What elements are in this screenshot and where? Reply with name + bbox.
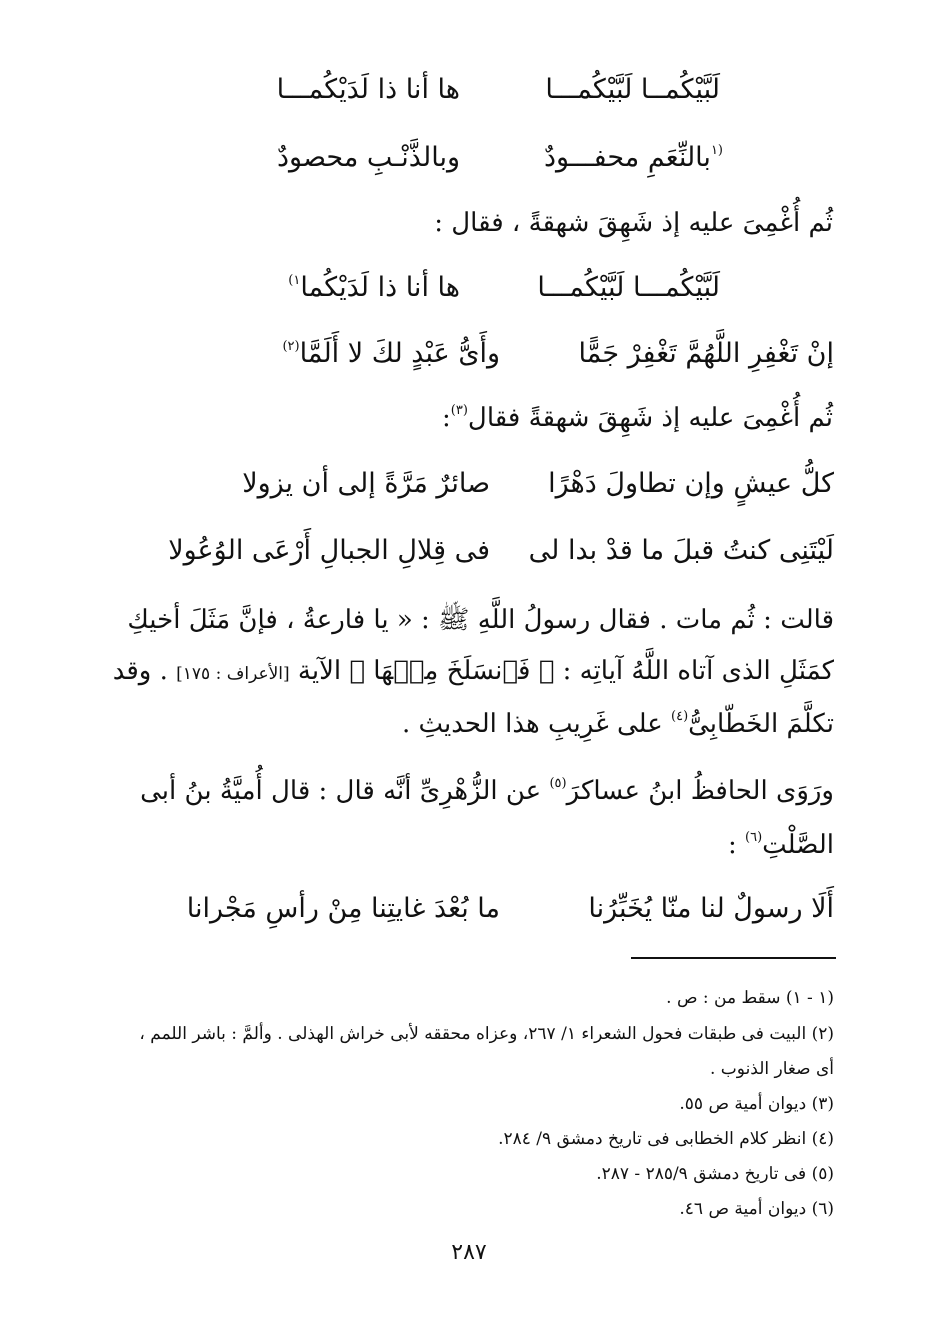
footnote-separator xyxy=(631,957,836,959)
verse3-second-text: ها أنا ذا لَدَيْكُما xyxy=(300,272,460,303)
footnote-6: (٦) ديوان أمية ص ٤٦. xyxy=(679,1199,834,1219)
prose-text: . وقد xyxy=(112,656,168,686)
footnote-2: (٢) البيت فى طبقات فحول الشعراء ١/ ٢٦٧، وعزاه محققه لأبى خراش الهذلى . وألمَّ : باشر اللمم ، xyxy=(139,1024,834,1044)
verse2-first-text: بالنِّعَمِ محفـــودٌ xyxy=(543,142,711,173)
verse1-first-hemistich: لَبَّيْكُمــا لَبَّيْكُمـــا xyxy=(545,74,720,105)
footnote-3: (٣) ديوان أمية ص ٥٥. xyxy=(679,1094,834,1114)
footnote-marker: (٤) xyxy=(671,709,689,724)
footnote-marker: (٦) xyxy=(745,830,763,845)
footnote-1: (١ - ١) سقط من : ص . xyxy=(666,988,834,1008)
verse7-second-hemistich: ما بُعْدَ غايتِنا مِنْ رأسِ مَجْرانا xyxy=(186,893,500,924)
prose-text: ثُم أُغْمِىَ عليه إذ شَهِقَ شهقةً فقال xyxy=(467,403,833,433)
prose-text: كمَثَلِ الذى آتاه اللَّهُ آياتِه : ﴿ فَٱنسَلَخَ مِنۡهَا ﴾ الآية xyxy=(297,656,834,686)
prose-line xyxy=(113,656,834,686)
verse5-second-hemistich: صائرٌ مَرَّةً إلى أن يزولا xyxy=(242,468,490,499)
footnote-marker: (٥) xyxy=(549,776,567,791)
footnote-marker: (٣) xyxy=(450,403,468,418)
footnote-marker: (١ xyxy=(710,143,723,158)
prose-text: الصَّلْتِ xyxy=(762,830,834,860)
verse6-first-hemistich: لَيْتَنِى كنتُ قبلَ ما قدْ بدا لى xyxy=(528,535,834,566)
prose-line xyxy=(728,830,834,860)
prose-text: تكلَّمَ الخَطّابِىُّ xyxy=(688,709,834,739)
verse4-first-hemistich: إنْ تَغْفِرِ اللَّهُمَّ تَغْفِرْ جَمًّا xyxy=(578,338,834,369)
prose-line: ثُم أُغْمِىَ عليه إذ شَهِقَ شهقةً ، فقال : xyxy=(434,208,833,238)
footnote-2-continued: أى صغار الذنوب . xyxy=(709,1059,834,1079)
footnote-4: (٤) انظر كلام الخطابى فى تاريخ دمشق ٩/ ٢٨٤. xyxy=(498,1129,834,1149)
verse4-second-text: وأَىُّ عَبْدٍ لكَ لا أَلَمَّا xyxy=(299,338,500,369)
prose-colon: : xyxy=(442,403,451,433)
verse2-first-hemistich xyxy=(544,142,723,173)
prose-text: : xyxy=(727,830,737,860)
verse7-first-hemistich: أَلَا رسولٌ لنا منّا يُخَبِّرُنا xyxy=(588,893,834,924)
verse1-second-hemistich: ها أنا ذا لَدَيْكُمـــا xyxy=(276,74,460,105)
footnote-5: (٥) فى تاريخ دمشق ٢٨٥/٩ - ٢٨٧. xyxy=(596,1164,834,1184)
verse5-first-hemistich: كلُّ عيشٍ وإن تطاولَ دَهْرًا xyxy=(548,468,834,499)
verse4-second-hemistich xyxy=(282,338,500,369)
prose-line: قالت : ثُم مات . فقال رسولُ اللَّهِ ﷺ : « يا فارعةُ ، فإنَّ مَثَلَ أخيكِ xyxy=(127,605,834,635)
footnote-marker: ١) xyxy=(288,273,301,288)
prose-text: عن الزُّهْرِىِّ أنَّه قال : قال أُميَّةُ بنُ أبى xyxy=(140,776,542,806)
verse3-first-hemistich: لَبَّيْكُمـــا لَبَّيْكُمـــا xyxy=(537,272,720,303)
prose-line xyxy=(442,403,833,433)
footnote-marker: (٢) xyxy=(282,339,300,354)
prose-text: ورَوَى الحافظُ ابنُ عساكرَ xyxy=(566,776,834,806)
prose-line xyxy=(402,709,834,739)
verse3-second-hemistich xyxy=(288,272,460,303)
prose-text: على غَرِيبِ هذا الحديثِ . xyxy=(401,709,663,739)
verse6-second-hemistich: فى قِلالِ الجبالِ أَرْعَى الوُعُولا xyxy=(168,535,490,566)
verse2-second-hemistich: وبالذَّنْـبِ محصودٌ xyxy=(277,142,460,173)
quran-reference: [الأعراف : ١٧٥] xyxy=(176,664,290,684)
page-number: ٢٨٧ xyxy=(451,1240,487,1265)
prose-line xyxy=(140,776,834,806)
